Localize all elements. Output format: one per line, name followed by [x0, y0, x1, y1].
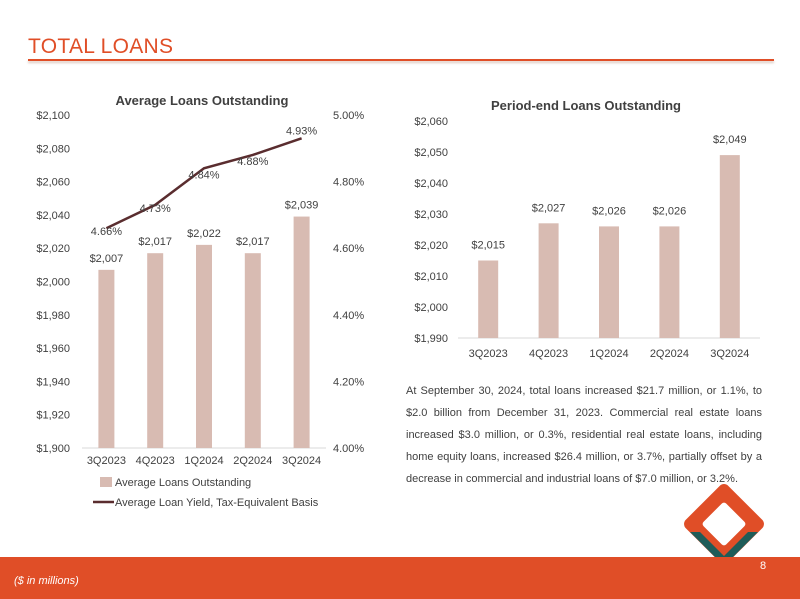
- y-axis-tick-label: $1,960: [36, 343, 70, 356]
- x-axis-tick-label: 4Q2023: [135, 455, 175, 467]
- bar-data-label: $2,007: [89, 252, 124, 265]
- line-data-label: 4.66%: [90, 226, 123, 239]
- x-axis-tick-label: 3Q2023: [468, 348, 508, 360]
- y2-axis-tick-label: 4.00%: [333, 443, 365, 455]
- bar-data-label: $2,017: [235, 236, 270, 249]
- x-axis-tick-label: 2Q2024: [649, 348, 689, 360]
- bar-data-label: $2,026: [592, 205, 626, 218]
- x-axis-tick-label: 3Q2024: [710, 348, 750, 360]
- x-axis-tick-label: 1Q2024: [589, 348, 629, 360]
- y-axis-tick-label: $2,040: [36, 209, 70, 222]
- bar-data-label: $2,027: [531, 202, 566, 215]
- y2-axis-tick-label: 4.20%: [333, 376, 365, 389]
- bar-data-label: $2,015: [471, 239, 506, 252]
- y2-axis-tick-label: 5.00%: [333, 110, 365, 122]
- page-number: 8: [760, 560, 767, 572]
- x-axis-tick-label: 1Q2024: [184, 455, 224, 467]
- bar-data-label: $2,049: [712, 134, 747, 147]
- y-axis-tick-label: $1,920: [36, 409, 70, 422]
- line-data-label: 4.93%: [285, 125, 318, 138]
- bar-data-label: $2,017: [138, 236, 173, 249]
- y-axis-tick-label: $2,080: [36, 143, 70, 156]
- bar-period-end-loans: [478, 261, 498, 339]
- loans-narrative: At September 30, 2024, total loans increased $21.7 million, or 1.1%, to $2.0 billion from December 31, 2023. Commercial real estate loans increased $3.0 million, or 0.3%, residential real estate loans, including home equity loans, increased $26.4 million, or 3.7%, partially offset by a decrease in commercial and industrial loans of $7.0 million, or 3.2%.: [406, 385, 762, 485]
- line-data-label: 4.84%: [188, 169, 220, 182]
- chart-title: Average Loans Outstanding: [115, 93, 289, 108]
- y2-axis-tick-label: 4.40%: [333, 309, 365, 322]
- legend-swatch-bars: [100, 477, 112, 487]
- x-axis-tick-label: 3Q2023: [86, 455, 126, 467]
- y-axis-tick-label: $1,990: [414, 333, 448, 345]
- y-axis-tick-label: $2,000: [414, 302, 448, 314]
- y-axis-tick-label: $2,020: [36, 243, 70, 256]
- units-footnote: ($ in millions): [14, 575, 79, 587]
- footer-bar: [0, 557, 800, 599]
- y-axis-tick-label: $2,010: [414, 271, 448, 283]
- bar-period-end-loans: [539, 223, 559, 338]
- line-data-label: 4.88%: [237, 155, 269, 168]
- bar-period-end-loans: [720, 155, 740, 338]
- y-axis-tick-label: $1,980: [36, 309, 70, 322]
- x-axis-tick-label: 4Q2023: [529, 348, 569, 360]
- y-axis-tick-label: $1,900: [36, 443, 70, 455]
- x-axis-tick-label: 2Q2024: [233, 455, 273, 467]
- y-axis-tick-label: $2,100: [36, 110, 70, 122]
- page-title: TOTAL LOANS: [28, 35, 174, 58]
- bar-period-end-loans: [659, 226, 679, 338]
- y-axis-tick-label: $2,060: [414, 116, 448, 128]
- legend-label-bars: Average Loans Outstanding: [115, 477, 252, 489]
- y2-axis-tick-label: 4.60%: [333, 243, 365, 256]
- y2-axis-tick-label: 4.80%: [333, 176, 365, 189]
- bar-period-end-loans: [599, 226, 619, 338]
- chart-title: Period-end Loans Outstanding: [491, 98, 681, 113]
- bar-data-label: $2,039: [284, 199, 319, 212]
- y-axis-tick-label: $2,030: [414, 209, 448, 221]
- y-axis-tick-label: $2,000: [36, 276, 70, 289]
- bar-data-label: $2,022: [187, 227, 221, 240]
- y-axis-tick-label: $2,040: [414, 178, 448, 190]
- line-data-label: 4.73%: [139, 202, 171, 215]
- bar-data-label: $2,026: [652, 205, 687, 218]
- y-axis-tick-label: $1,940: [36, 376, 70, 389]
- x-axis-tick-label: 3Q2024: [282, 455, 322, 467]
- y-axis-tick-label: $2,060: [36, 176, 70, 189]
- legend-label-line: Average Loan Yield, Tax-Equivalent Basis: [115, 497, 319, 509]
- y-axis-tick-label: $2,050: [414, 147, 448, 159]
- y-axis-tick-label: $2,020: [414, 240, 448, 252]
